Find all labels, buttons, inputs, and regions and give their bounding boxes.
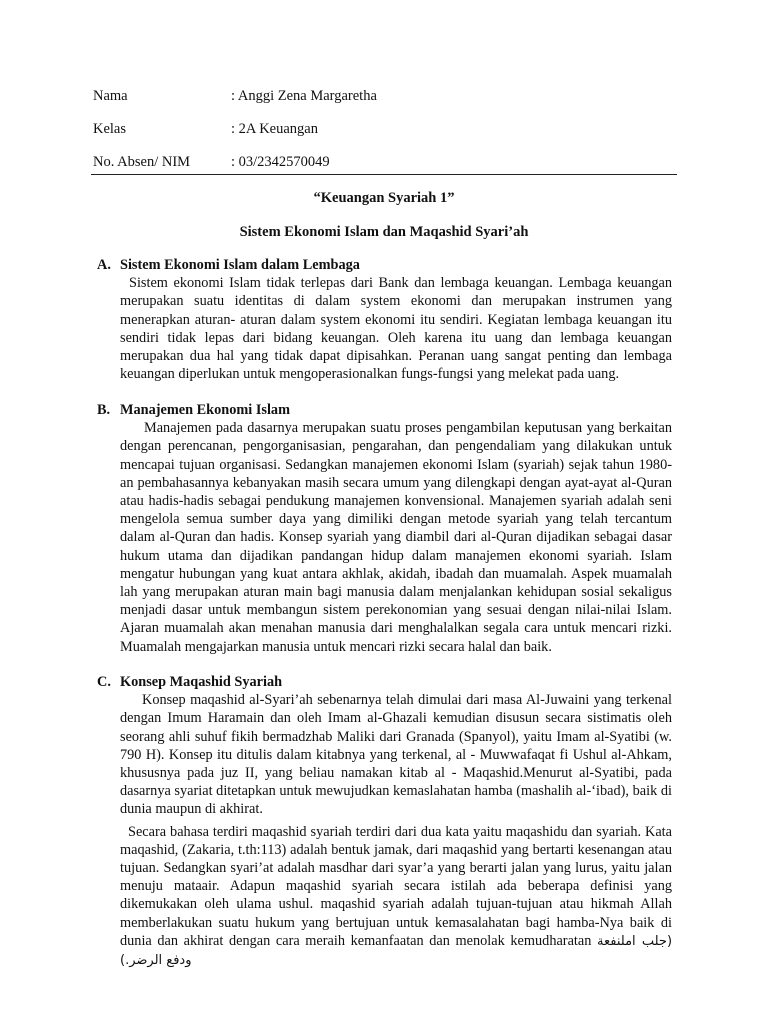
section-b-letter: B. [97, 402, 111, 418]
section-c-paragraph-2-text: Secara bahasa terdiri maqashid syariah terdiri dari dua kata yaitu maqashidu dan syariah. Kata maqashid, (Zakaria, t.th:113) adalah bentuk jamak, dari maqashid yang bertarti kesenangan atau tujuan. Sedangkan syari’at adalah masdhar dari syar’a yang berarti jalan yang lurus, yaitu jalan menuju mataair. Adapun maqashid syariah secara istilah ada beberapa definisi yang dikemukakan oleh ulama ushul. maqashid syariah adalah tujuan-tujuan atau hikmah Allah memberlakukan suatu hukum yang bertujuan untuk kemasalahatan bagi hamba-Nya baik di dunia dan akhirat dengan cara meraih kemanfaatan dan menolak kemudharatan [120, 823, 672, 949]
section-a-letter: A. [97, 257, 111, 273]
student-id-row [93, 153, 330, 171]
section-b [97, 401, 672, 656]
section-a [97, 256, 672, 383]
section-c-paragraph-1: Konsep maqashid al-Syari’ah sebenarnya telah dimulai dari masa Al-Juwaini yang terkenal dengan Imum Haramain dan oleh Imam al-Ghazali kemudian disusun secara sistimatis oleh seorang ahli suhuf fikih bermadzhab Maliki dari Granada (Spanyol), yaitu Imam al-Syatibi (w. 790 H). Konsep itu ditulis dalam kitabnya yang terkenal, al - Muwwafaqat fi Ushul al-Ahkam, khususnya pada juz II, yang beliau namakan kitab al - Maqashid.Menurut al-Syatibi, pada dasarnya syariat ditetapkan untuk mewujudkan kemaslahatan hamba (mashalih al-‘ibad), baik di dunia maupun di akhirat. [120, 692, 672, 818]
class-value: : 2A Keuangan [231, 121, 318, 137]
section-c-title: Konsep Maqashid Syariah [120, 674, 283, 690]
section-c-letter: C. [97, 674, 111, 690]
section-c-paragraph-2 [120, 823, 672, 971]
section-b-paragraph: Manajemen pada dasarnya merupakan suatu proses pengambilan keputusan yang berkaitan dengan perencanan, pengorganisasian, pengarahan, dan pengendaliam yang dilakukan untuk mencapai tujuan organisasi. Sedangkan manajemen ekonomi Islam (syariah) sejak tahun 1980-an pembahasannya kebanyakan masih secara umum yang dilengkapi dengan ayat-ayat al-Quran atau hadis-hadis sebagai pendukung manajemen konvensional. Manajemen syariah adalah seni mengelola semua sumber daya yang dimiliki dengan metode syariah yang telah tercantum dalam al-Quran dan hadis. Konsep syariah yang diambil dari al-Quran dijadikan sebagai dasar hukum utama dan dijadikan pandangan hidup dalam manajemen ekonomi syariah. Islam mengatur hubungan yang kuat antara akhlak, akidah, ibadah dan muamalah. Aspek muamalah lah yang merupakan aturan main bagi manusia dalam menjalankan kehidupan sosial sekaligus menjadi dasar untuk membangun sistem perekonomian yang sesuai dengan nilai-nilai Islam. Ajaran muamalah akan menahan manusia dari menghalalkan segala cara untuk mencari rizki. Muamalah mengajarkan manusia untuk mencari rizki secara halal dan baik. [120, 420, 672, 655]
section-a-paragraph: Sistem ekonomi Islam tidak terlepas dari Bank dan lembaga keuangan. Lembaga keuangan merupakan suatu identitas di dalam system ekonomi dan merupakan instrumen yang menerapkan aturan- aturan dalam system ekonomi itu sendiri. Kegiatan lembaga keuangan itu sendiri tidak lepas dari bidang keuangan. Oleh karena itu uang dan lembaga keuangan merupakan dua hal yang tidak dapat dipisahkan. Peranan uang sangat penting dan lembaga keuangan diperlukan untuk mengoperasionalkan fungs-fungsi yang melekat pada uang. [120, 275, 672, 383]
section-b-heading [97, 401, 672, 419]
document-subtitle: Sistem Ekonomi Islam dan Maqashid Syari’ah [239, 224, 529, 240]
name-label: Nama [93, 88, 128, 104]
id-value: : 03/2342570049 [231, 154, 330, 170]
section-a-heading [97, 256, 672, 274]
student-class-row [93, 120, 318, 138]
section-c-heading [97, 673, 672, 691]
class-label: Kelas [93, 121, 127, 137]
section-c [97, 673, 672, 970]
id-label: No. Absen/ NIM [93, 154, 191, 170]
student-name-row [93, 87, 377, 105]
name-value: : Anggi Zena Margaretha [231, 88, 377, 104]
header-divider [91, 174, 677, 175]
section-b-title: Manajemen Ekonomi Islam [120, 402, 290, 418]
arabic-phrase: (جلب املنفعة ودفع الرضر.) [120, 933, 673, 969]
section-a-title: Sistem Ekonomi Islam dalam Lembaga [120, 257, 360, 273]
document-title: “Keuangan Syariah 1” [313, 190, 455, 206]
